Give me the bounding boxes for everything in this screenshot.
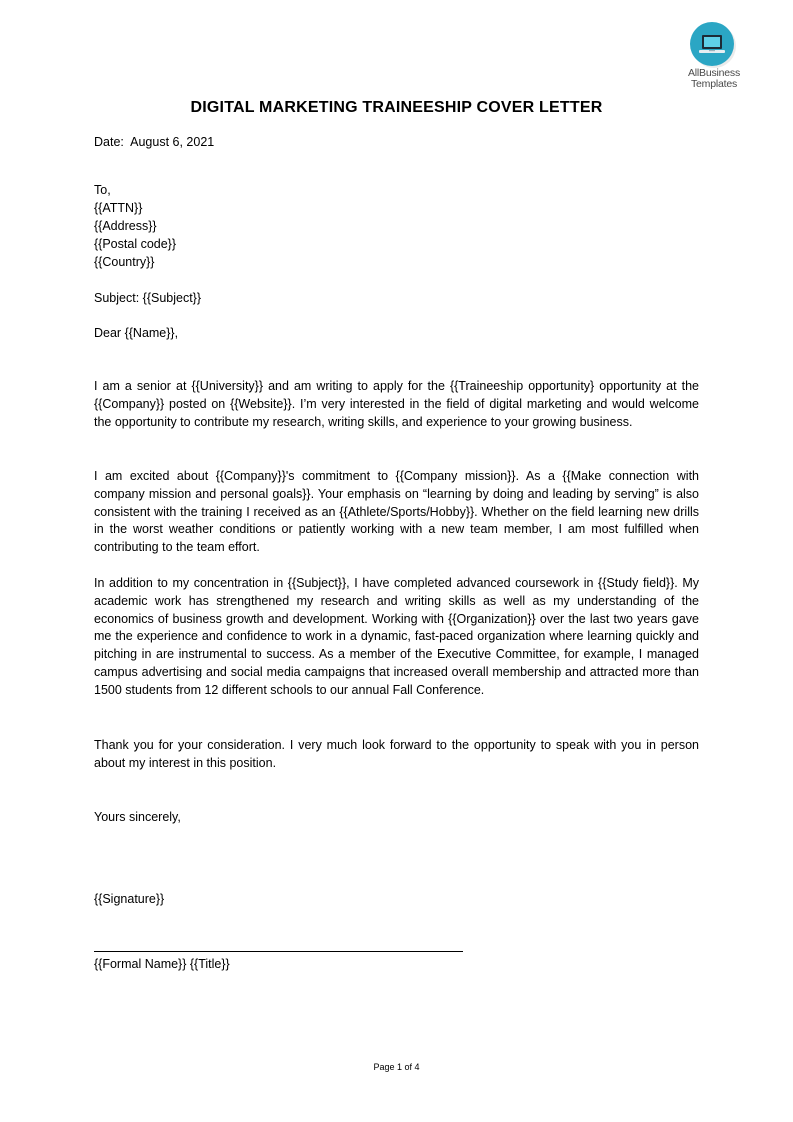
subject-line: Subject: {{Subject}} [94,291,202,305]
laptop-icon [690,22,734,66]
page-number: Page 1 of 4 [373,1062,420,1072]
body-paragraph-4: Thank you for your consideration. I very much look forward to the opportunity to speak with you in person about my interest in this position. [94,738,699,770]
recipient-attn: {{ATTN}} [94,201,143,215]
recipient-address: {{Address}} [94,219,157,233]
logo-wordmark [682,68,746,90]
recipient-postal-code: {{Postal code}} [94,237,177,251]
body-paragraph-3: In addition to my concentration in {{Subject}}, I have completed advanced coursework in {{Study field}}. My academic work has strengthened my research and writing skills as well as my understanding of the economics of business growth and development. Working with {{Organization}} over the last two years gave me the experience and confidence to work in a dynamic, fast-paced organization where learning quickly and pitching in are instrumental to success. As a member of the Executive Committee, for example, I managed campus advertising and social media campaigns that increased overall membership and attracted more than 1500 students from 12 different schools to our annual Fall Conference. [94,576,699,697]
logo-line-1: AllBusiness [687,67,741,79]
formal-name-title: {{Formal Name}} {{Title}} [94,957,230,971]
signature-line [94,951,463,952]
document-title: DIGITAL MARKETING TRAINEESHIP COVER LETTER [190,99,603,116]
date-line: Date: August 6, 2021 [94,135,215,149]
signature-placeholder: {{Signature}} [94,892,165,906]
salutation: Dear {{Name}}, [94,326,179,340]
allbusiness-templates-logo [682,22,746,94]
recipient-country: {{Country}} [94,255,155,269]
logo-line-2: Templates [690,78,738,90]
closing: Yours sincerely, [94,810,181,824]
body-paragraph-1: I am a senior at {{University}} and am writing to apply for the {{Traineeship opportunity} opportunity at the {{Company}} posted on {{Website}}. I’m very interested in the field of digital marketing and would welcome the opportunity to contribute my research, writing skills, and experience to your growing business. [94,379,699,429]
body-paragraph-2: I am excited about {{Company}}'s commitment to {{Company mission}}. As a {{Make connection with company mission and personal goals}}. Your emphasis on “learning by doing and leading by serving” is also consistent with the training I received as an {{Athlete/Sports/Hobby}}. Whether on the field learning new drills in the worst weather conditions or patiently working with a new team member, I am most fulfilled when contributing to the team effort. [94,469,699,555]
recipient-to: To, [94,183,111,197]
